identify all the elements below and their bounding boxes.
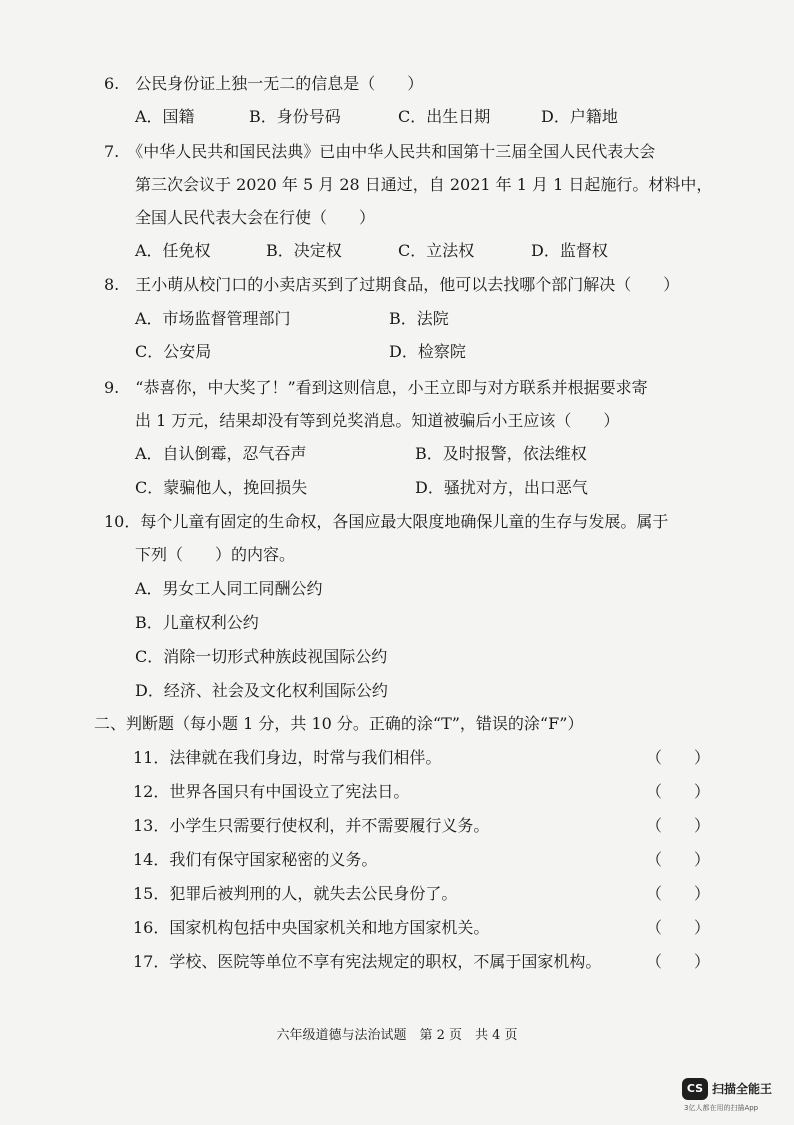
q6-stem: 6. 公民身份证上独一无二的信息是（ ） (104, 74, 424, 93)
tf-item-12: 12．世界各国只有中国设立了宪法日。 (133, 782, 410, 801)
q8-option-d: D．检察院 (389, 342, 466, 361)
q10-option-b: B．儿童权利公约 (135, 613, 259, 632)
tf-answer-paren-16: （ ） (646, 918, 711, 937)
q8-option-c: C．公安局 (135, 342, 212, 361)
q10-option-d: D．经济、社会及文化权利国际公约 (135, 681, 388, 700)
tf-item-17: 17．学校、医院等单位不享有宪法规定的职权，不属于国家机构。 (133, 952, 602, 971)
scanner-watermark (682, 1078, 790, 1118)
q7-option-c: C．立法权 (398, 241, 475, 260)
q10-stem-line2: 下列（ ）的内容。 (135, 545, 296, 564)
tf-item-13: 13．小学生只需要行使权利，并不需要履行义务。 (133, 816, 490, 835)
q10-option-a: A．男女工人同工同酬公约 (135, 579, 323, 598)
q9-option-a: A．自认倒霉，忍气吞声 (135, 444, 307, 463)
tf-answer-paren-15: （ ） (646, 884, 711, 903)
watermark-tagline: 3亿人都在用的扫描App (684, 1104, 759, 1112)
watermark-app-name: 扫描全能王 (712, 1082, 773, 1096)
q9-stem-line2: 出 1 万元，结果却没有等到兑奖消息。知道被骗后小王应该（ ） (135, 411, 620, 430)
camscanner-logo-icon: CS (682, 1078, 708, 1100)
q6-option-d: D．户籍地 (541, 107, 618, 126)
tf-item-15: 15．犯罪后被判刑的人，就失去公民身份了。 (133, 884, 458, 903)
tf-answer-paren-11: （ ） (646, 748, 711, 767)
tf-answer-paren-12: （ ） (646, 782, 711, 801)
q10-option-c: C．消除一切形式种族歧视国际公约 (135, 647, 388, 666)
tf-item-11: 11．法律就在我们身边，时常与我们相伴。 (133, 748, 442, 767)
tf-answer-paren-17: （ ） (646, 952, 711, 971)
q7-option-d: D．监督权 (531, 241, 608, 260)
q10-stem-line1: 10．每个儿童有固定的生命权，各国应最大限度地确保儿童的生存与发展。属于 (104, 512, 669, 531)
q7-stem-line2: 第三次会议于 2020 年 5 月 28 日通过，自 2021 年 1 月 1 日起施行。材料中， (135, 175, 713, 194)
q8-option-a: A．市场监督管理部门 (135, 309, 291, 328)
q7-stem-line1: 7. 《中华人民共和国民法典》已由中华人民共和国第十三届全国人民代表大会 (104, 142, 656, 161)
q9-stem-line1: 9. “恭喜你，中大奖了！”看到这则信息，小王立即与对方联系并根据要求寄 (104, 378, 648, 397)
q9-option-d: D．骚扰对方，出口恶气 (415, 478, 588, 497)
section-title-true-false: 二、判断题（每小题 1 分，共 10 分。正确的涂“T”，错误的涂“F”） (94, 714, 584, 733)
q6-option-c: C．出生日期 (398, 107, 491, 126)
q8-stem: 8. 王小萌从校门口的小卖店买到了过期食品，他可以去找哪个部门解决（ ） (104, 275, 680, 294)
tf-answer-paren-13: （ ） (646, 816, 711, 835)
q9-option-b: B．及时报警，依法维权 (415, 444, 587, 463)
q9-option-c: C．蒙骗他人，挽回损失 (135, 478, 308, 497)
q6-option-b: B．身份号码 (249, 107, 341, 126)
q7-option-a: A．任免权 (135, 241, 211, 260)
tf-answer-paren-14: （ ） (646, 850, 711, 869)
q6-option-a: A．国籍 (135, 107, 195, 126)
q7-stem-line3: 全国人民代表大会在行使（ ） (135, 208, 376, 227)
tf-item-14: 14．我们有保守国家秘密的义务。 (133, 850, 378, 869)
page-footer: 六年级道德与法治试题 第 2 页 共 4 页 (276, 1028, 518, 1043)
tf-item-16: 16．国家机构包括中央国家机关和地方国家机关。 (133, 918, 490, 937)
q8-option-b: B．法院 (389, 309, 449, 328)
q7-option-b: B．决定权 (266, 241, 342, 260)
